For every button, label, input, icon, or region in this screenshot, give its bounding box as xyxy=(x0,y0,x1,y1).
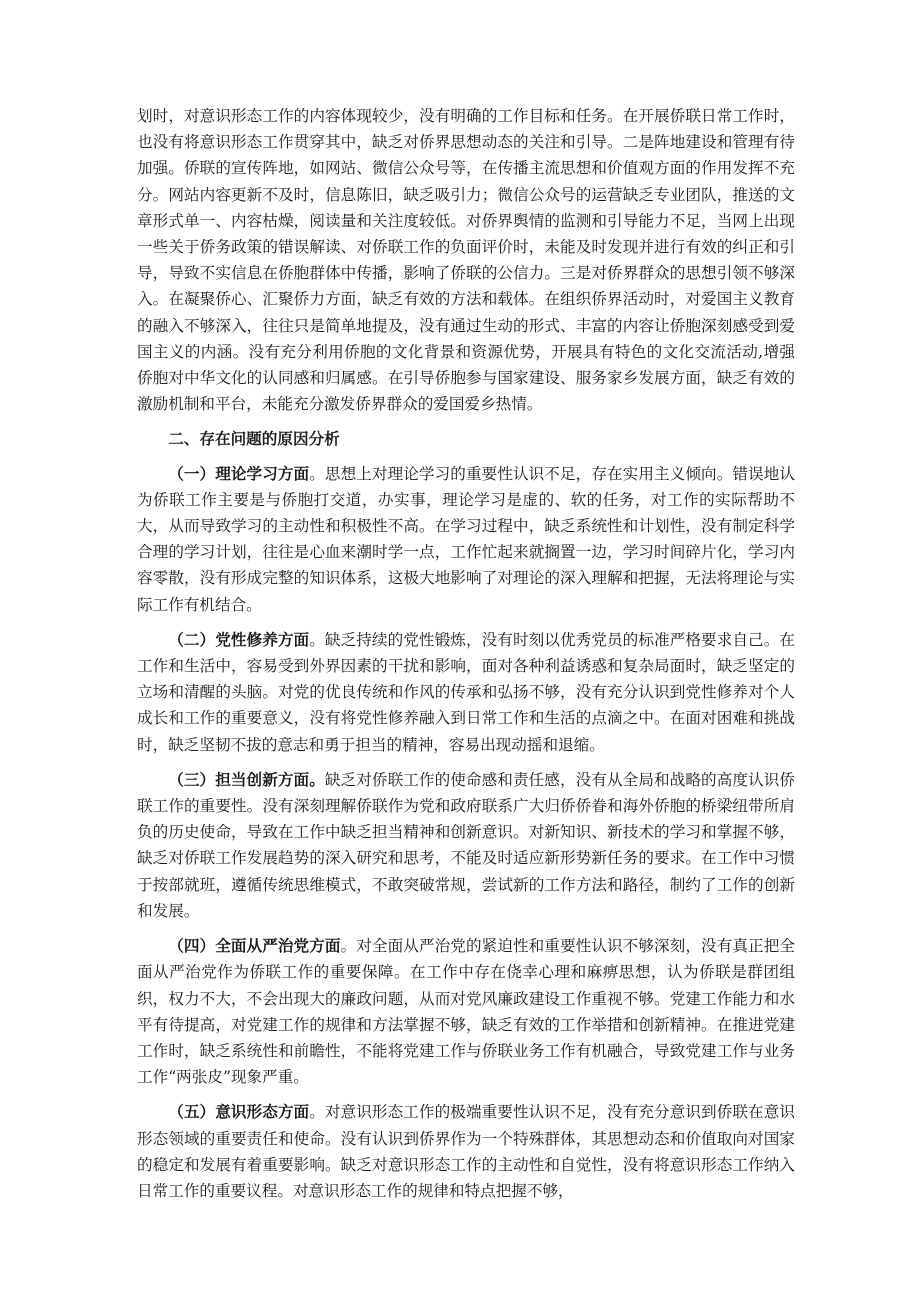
item-paragraph xyxy=(137,767,795,924)
section-heading: 二、存在问题的原因分析 xyxy=(168,429,340,449)
item-body: 。缺乏持续的党性锻炼，没有时刻以优秀党员的标准严格要求自己。在工作和生活中，容易受到外界因素的干扰和影响，面对各种利益诱惑和复杂局面时，缺乏坚定的立场和清醒的头脑。对党的优良传统和作风的传承和弘扬不够，没有充分认识到党性修养对个人成长和工作的重要意义，没有将党性修养融入到日常工作和生活的点滴之中。在面对困难和挑战时，缺乏坚韧不拔的意志和勇于担当的精神，容易出现动摇和退缩。 xyxy=(137,630,795,754)
document-page xyxy=(137,103,795,1213)
item-lead: （一）理论学习方面 xyxy=(168,463,310,483)
item-lead: （二）党性修养方面 xyxy=(168,629,310,649)
item-body: 。对全面从严治党的紧迫性和重要性认识不够深刻，没有真正把全面从严治党作为侨联工作的重要保障。在工作中存在侥幸心理和麻痹思想，认为侨联是群团组织，权力不大，不会出现大的廉政问题，从而对党风廉政建设工作重视不够。党建工作能力和水平有待提高，对党建工作的规律和方法掌握不够，缺乏有效的工作举措和创新精神。在推进党建工作时，缺乏系统性和前瞻性，不能将党建工作与侨联业务工作有机融合，导致党建工作与业务工作“两张皮”现象严重。 xyxy=(137,937,795,1087)
item-lead: （五）意识形态方面 xyxy=(168,1102,310,1122)
item-body: 缺乏对侨联工作的使命感和责任感，没有从全局和战略的高度认识侨联工作的重要性。没有深刻理解侨联作为党和政府联系广大归侨侨眷和海外侨胞的桥梁纽带所肩负的历史使命，导致在工作中缺乏担当精神和创新意识。对新知识、新技术的学习和掌握不够，缺乏对侨联工作发展趋势的深入研究和思考，不能及时适应新形势新任务的要求。在工作中习惯于按部就班，遵循传统思维模式，不敢突破常规，尝试新的工作方法和路径，制约了工作的创新和发展。 xyxy=(137,770,795,920)
item-lead: （四）全面从严治党方面 xyxy=(168,936,341,956)
item-body: 。对意识形态工作的极端重要性认识不足，没有充分意识到侨联在意识形态领域的重要责任和使命。没有认识到侨界作为一个特殊群体，其思想动态和价值取向对国家的稳定和发展有着重要影响。缺乏对意识形态工作的主动性和自觉性，没有将意识形态工作纳入日常工作的重要议程。对意识形态工作的规律和特点把握不够， xyxy=(137,1103,795,1200)
item-paragraph xyxy=(137,627,795,758)
item-paragraph xyxy=(137,933,795,1090)
opening-paragraph: 划时，对意识形态工作的内容体现较少，没有明确的工作目标和任务。在开展侨联日常工作时，也没有将意识形态工作贯穿其中，缺乏对侨界思想动态的关注和引导。二是阵地建设和管理有待加强。侨联的宣传阵地，如网站、微信公众号等，在传播主流思想和价值观方面的作用发挥不充分。网站内容更新不及时，信息陈旧，缺乏吸引力；微信公众号的运营缺乏专业团队，推送的文章形式单一、内容枯燥，阅读量和关注度较低。对侨界舆情的监测和引导能力不足，当网上出现一些关于侨务政策的错误解读、对侨联工作的负面评价时，未能及时发现并进行有效的纠正和引导，导致不实信息在侨胞群体中传播，影响了侨联的公信力。三是对侨界群众的思想引领不够深入。在凝聚侨心、汇聚侨力方面，缺乏有效的方法和载体。在组织侨界活动时，对爱国主义教育的融入不够深入，往往只是简单地提及，没有通过生动的形式、丰富的内容让侨胞深刻感受到爱国主义的内涵。没有充分利用侨胞的文化背景和资源优势，开展具有特色的文化交流活动,增强侨胞对中华文化的认同感和归属感。在引导侨胞参与国家建设、服务家乡发展方面，缺乏有效的激励机制和平台，未能充分激发侨界群众的爱国爱乡热情。 xyxy=(137,107,795,414)
item-lead: （三）担当创新方面。 xyxy=(168,769,325,789)
item-paragraph xyxy=(137,1099,795,1204)
item-body: 。思想上对理论学习的重要性认识不足，存在实用主义倾向。错误地认为侨联工作主要是与侨胞打交道，办实事，理论学习是虚的、软的任务，对工作的实际帮助不大，从而导致学习的主动性和积极性不高。在学习过程中，缺乏系统性和计划性，没有制定科学合理的学习计划，往往是心血来潮时学一点，工作忙起来就搁置一边，学习时间碎片化，学习内容零散，没有形成完整的知识体系，这极大地影响了对理论的深入理解和把握，无法将理论与实际工作有机结合。 xyxy=(137,464,795,614)
item-paragraph xyxy=(137,461,795,618)
